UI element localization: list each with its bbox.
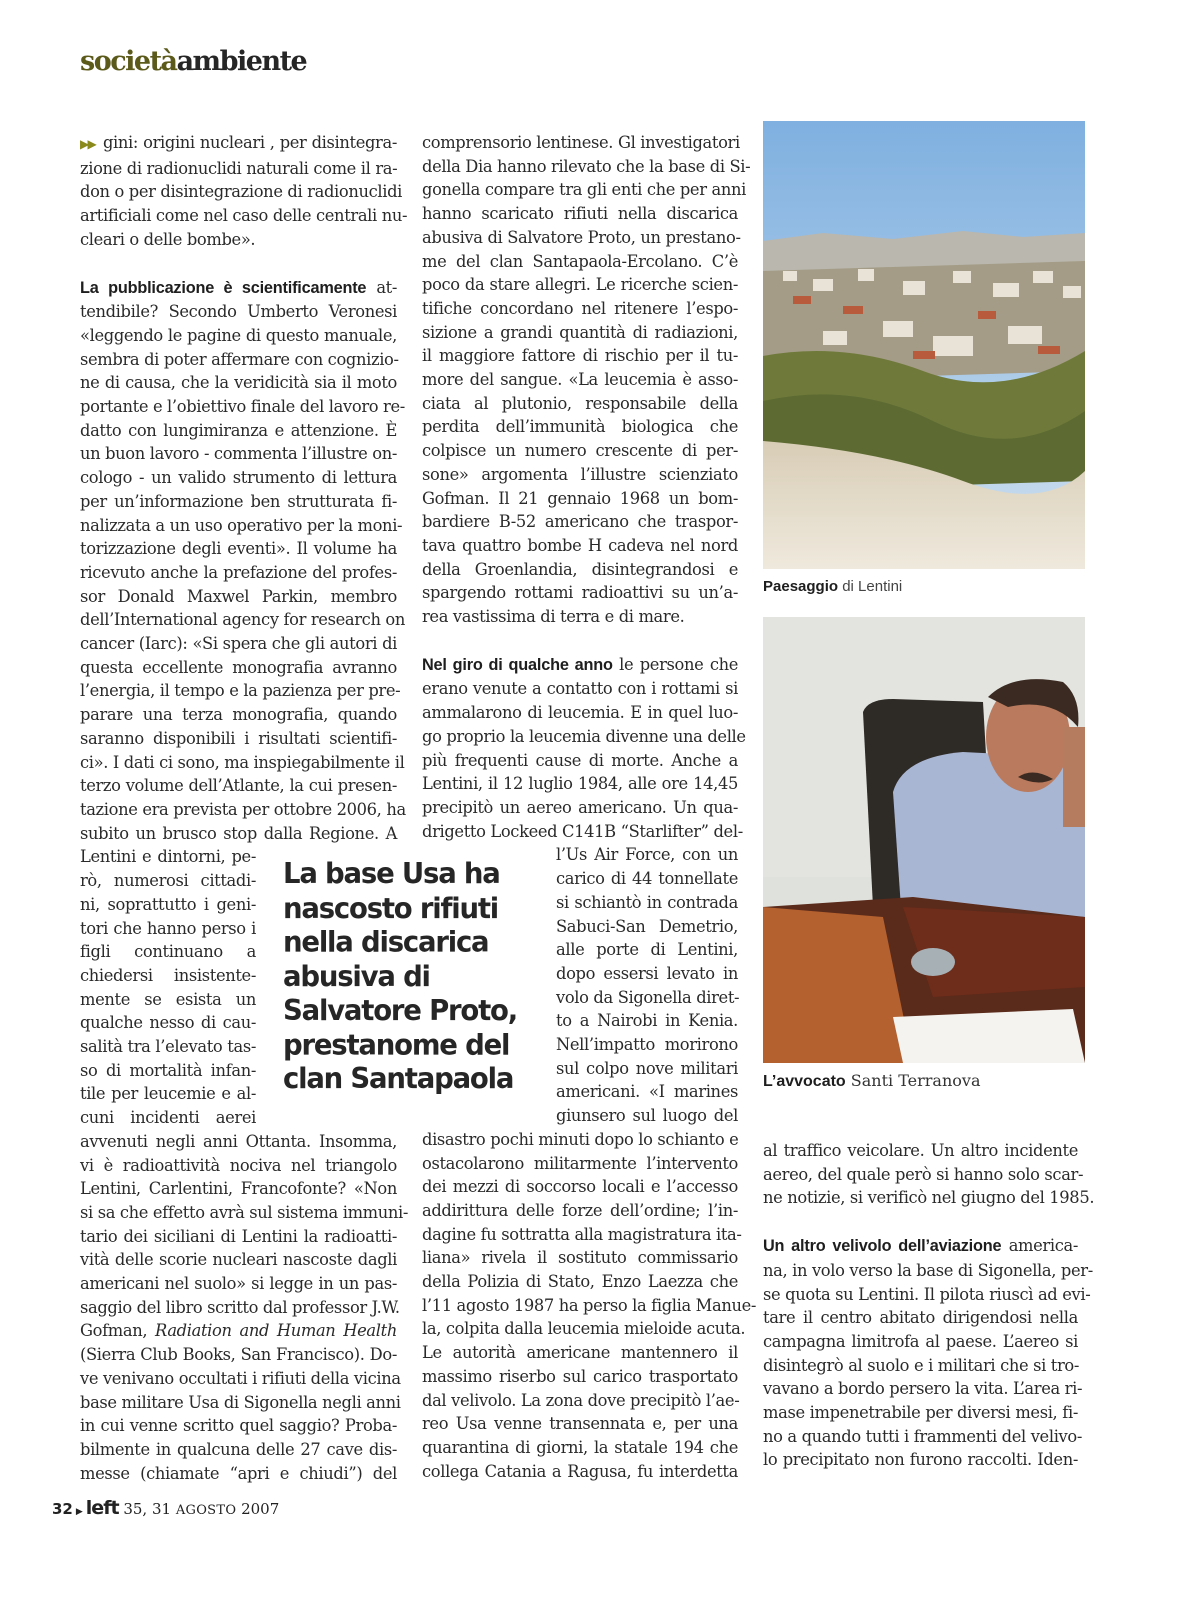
text-line: aereo, del quale però si hanno solo scar- xyxy=(763,1164,1084,1184)
text-line: sor Donald Maxwel Parkin, membro xyxy=(80,586,397,606)
text-line: tifiche concordano nel ritenere l’espo- xyxy=(422,298,738,318)
text-line: questa eccellente monografia avranno xyxy=(80,657,397,677)
text-line: chiedersi insistente- xyxy=(80,965,256,985)
text-line: cancer (Iarc): «Si spera che gli autori di xyxy=(80,634,397,654)
text-line: nalizzata a un uso operativo per la moni- xyxy=(80,515,403,535)
text-line: perdita dell’immunità biologica che xyxy=(422,417,738,437)
text-line: (Sierra Club Books, San Francisco). Do- xyxy=(80,1345,397,1365)
text-line: dell’International agency for research on xyxy=(80,610,405,630)
text-line: sul colpo nove militari xyxy=(556,1058,738,1078)
text-line: si sa che effetto avrà sul sistema immuni- xyxy=(80,1202,409,1222)
text-line: gonella compare tra gli enti che per anni xyxy=(422,180,746,200)
text-line: l’energia, il tempo e la pazienza per pre- xyxy=(80,681,401,701)
paragraph-lead: Un altro velivolo dell’aviazione xyxy=(763,1237,1002,1256)
col3-para2 xyxy=(763,1234,1093,1472)
text-line: della Polizia di Stato, Enzo Laezza che xyxy=(422,1272,738,1292)
text-line: qualche nesso di cau- xyxy=(80,1013,256,1033)
text-line: Sabuci-San Demetrio, xyxy=(556,916,738,936)
text-line: terzo volume dell’Atlante, la cui presen- xyxy=(80,776,397,796)
text-line: collega Catania a Ragusa, fu interdetta xyxy=(422,1461,738,1481)
col2-para1 xyxy=(422,131,751,629)
magazine-logo: left xyxy=(85,1497,119,1519)
col1-narrow xyxy=(80,845,256,1129)
text-line: don o per disintegrazione di radionuclidi xyxy=(80,182,403,202)
text-line: disastro pochi minuti dopo lo schianto e xyxy=(422,1129,739,1149)
text-line: sizione a grandi quantità di radiazioni, xyxy=(422,322,738,342)
text-line: tazione era prevista per ottobre 2006, ha xyxy=(80,799,406,819)
text-line: rea vastissima di terra e di mare. xyxy=(422,607,685,627)
text-line: ne notizie, si verificò nel giugno del 1985. xyxy=(763,1188,1095,1208)
text-line: salità tra l’elevato tas- xyxy=(80,1037,256,1057)
text-line: figli continuano a xyxy=(80,942,256,962)
text-line: si schiantò in contrada xyxy=(556,892,738,912)
section-label-societa: società xyxy=(80,46,177,77)
caption-landscape: Paesaggio di Lentini xyxy=(763,578,903,595)
issue-month: AGOSTO xyxy=(175,1503,237,1518)
text-line: Lentini, Carlentini, Francofonte? «Non xyxy=(80,1179,397,1199)
text-line: americani nel suolo» si legge in un pas- xyxy=(80,1274,397,1294)
paragraph-lead: La pubblicazione è scientificamente xyxy=(80,278,367,297)
lead-line: Un altro velivolo dell’aviazione america- xyxy=(763,1236,1079,1256)
text-line: quarantina di giorni, la statale 194 che xyxy=(422,1437,738,1457)
text-line: hanno scaricato rifiuti nella discarica xyxy=(422,204,738,224)
text-line: carico di 44 tonnellate xyxy=(556,869,738,889)
text-line: na, in volo verso la base di Sigonella, per- xyxy=(763,1260,1093,1280)
text-line: mase impenetrabile per diversi mesi, fi- xyxy=(763,1403,1078,1423)
caption-lawyer: L’avvocato Santi Terranova xyxy=(763,1071,981,1090)
col1-gofman-line: Gofman, Radiation and Human Health xyxy=(80,1321,397,1341)
text-line: vavano a bordo persero la vita. L’area ri- xyxy=(763,1379,1083,1399)
text-line: cologo - un valido strumento di lettura xyxy=(80,468,397,488)
text-line: bilmente in qualcuna delle 27 cave dis- xyxy=(80,1439,397,1459)
text-line: colpisce un numero crescente di per- xyxy=(422,441,738,461)
text-line: ciata al plutonio, responsabile della xyxy=(422,393,738,413)
text-line: ▶▶ gini: origini nucleari , per disintegra- xyxy=(80,133,397,152)
text-line: abusiva di Salvatore Proto, un prestano- xyxy=(422,227,741,247)
text-line: cleari o delle bombe». xyxy=(80,229,256,249)
double-arrow-right-icon: ▶▶ xyxy=(80,137,95,151)
text-line: disintegrò al suolo e i militari che si tro- xyxy=(763,1355,1080,1375)
text-line: Nell’impatto morirono xyxy=(556,1035,738,1055)
column-2 xyxy=(422,131,757,1483)
col3-para1 xyxy=(763,1139,1095,1210)
text-line: ci». I dati ci sono, ma inspiegabilmente il xyxy=(80,752,405,772)
text-line: addirittura delle forze dell’ordine; l’in- xyxy=(422,1200,738,1220)
book-title: Radiation and Human Health xyxy=(155,1321,397,1341)
issue-year: 2007 xyxy=(241,1500,280,1518)
text-line: datto con lungimiranza e attenzione. È xyxy=(80,420,397,440)
text-line: l’Us Air Force, con un xyxy=(556,845,738,865)
text-line: dei mezzi di soccorso locali e l’accesso xyxy=(422,1177,738,1197)
text-line: avvenuti negli anni Ottanta. Insomma, xyxy=(80,1131,397,1151)
text-line: saranno disponibili i risultati scientifi- xyxy=(80,728,397,748)
text-line: della Dia hanno rilevato che la base di Si- xyxy=(422,156,751,176)
text-line: drigetto Lockeed C141B “Starlifter” del- xyxy=(422,821,743,841)
column-3 xyxy=(763,1139,1095,1472)
text-line: vi è radioattività nociva nel triangolo xyxy=(80,1155,397,1175)
issue-day: 31 xyxy=(151,1500,172,1518)
text-line: spargendo rottami radioattivi su un’a- xyxy=(422,583,738,603)
text-line: tava quattro bombe H cadeva nel nord xyxy=(422,535,738,555)
text-line: me del clan Santapaola-Ercolano. C’è xyxy=(422,251,738,271)
text-line: Le autorità americane mantennero il xyxy=(422,1343,738,1363)
col1-tail xyxy=(80,1343,401,1485)
text-line: ostacolarono militarmente l’intervento xyxy=(422,1153,738,1173)
col1-wide xyxy=(80,1130,409,1320)
text-line: sembra di poter affermare con cognizio- xyxy=(80,349,399,369)
text-line: vità delle scorie nucleari nascoste dagli xyxy=(80,1250,397,1270)
page-number: 32 xyxy=(52,1500,73,1518)
lead-line: Nel giro di qualche anno le persone che xyxy=(422,654,739,674)
text-line: se quota su Lentini. Il pilota riuscì ad evi- xyxy=(763,1284,1091,1304)
text-line: ve venivano occultati i rifiuti della vicina xyxy=(80,1368,401,1388)
text-line: lo precipitato non furono raccolti. Iden- xyxy=(763,1450,1078,1470)
text-line: sone» argomenta l’illustre scienziato xyxy=(422,464,738,484)
text-line: tario dei siciliani di Lentini la radioatti- xyxy=(80,1226,397,1246)
col2-para2 xyxy=(422,653,746,844)
lead-line: La pubblicazione è scientificamente at- xyxy=(80,277,398,297)
photo-lawyer xyxy=(763,617,1085,1063)
text-line: precipitò un aereo americano. Un qua- xyxy=(422,797,738,817)
text-line: saggio del libro scritto dal professor J.W. xyxy=(80,1297,400,1317)
text-line: tendibile? Secondo Umberto Veronesi xyxy=(80,302,397,322)
section-label-ambiente: ambiente xyxy=(176,46,307,77)
text-line: go proprio la leucemia divenne una delle xyxy=(422,726,746,746)
text-line: poco da stare allegri. Le ricerche scien- xyxy=(422,275,738,295)
col1-para2 xyxy=(80,276,406,846)
text-line: americani. «I marines xyxy=(556,1082,738,1102)
lawyer-image xyxy=(763,617,1085,1063)
text-line: no a quando tutti i frammenti del velivo- xyxy=(763,1426,1083,1446)
issue-number: 35, xyxy=(123,1500,148,1518)
text-line: un buon lavoro - commenta l’illustre on- xyxy=(80,444,397,464)
text-line: more del sangue. «La leucemia è asso- xyxy=(422,370,738,390)
text-line: ricevuto anche la prefazione del profes- xyxy=(80,562,397,582)
text-line: tori che hanno perso i xyxy=(80,918,256,938)
text-line: artificiali come nel caso delle centrali nu- xyxy=(80,206,408,226)
text-line: rò, numerosi cittadi- xyxy=(80,871,256,891)
text-line: portante e l’obiettivo finale del lavoro re- xyxy=(80,397,405,417)
text-line: to a Nairobi in Kenia. xyxy=(556,1011,738,1031)
text-line: subito un brusco stop dalla Regione. A xyxy=(80,823,397,843)
landscape-image xyxy=(763,121,1085,569)
text-line: il maggiore fattore di rischio per il tu- xyxy=(422,346,738,366)
text-line: la, colpita dalla leucemia mieloide acuta. xyxy=(422,1319,746,1339)
text-line: volo da Sigonella diret- xyxy=(556,987,740,1007)
text-line: ni, soprattutto i geni- xyxy=(80,894,256,914)
col1-para1 xyxy=(80,131,408,252)
text-line: so di mortalità infan- xyxy=(80,1060,256,1080)
photo-landscape xyxy=(763,121,1085,569)
text-line: campagna limitrofa al paese. L’aereo si xyxy=(763,1331,1078,1351)
text-line: comprensorio lentinese. Gl investigatori xyxy=(422,133,740,152)
text-line: della Groenlandia, disintegrandosi e xyxy=(422,559,738,579)
text-line: zione di radionuclidi naturali come il ra- xyxy=(80,158,398,178)
page-footer xyxy=(52,1497,279,1519)
text-line: cuni incidenti aerei xyxy=(80,1108,256,1128)
text-line: «leggendo le pagine di questo manuale, xyxy=(80,325,397,345)
text-line: dagine fu sottratta alla magistratura ita- xyxy=(422,1224,742,1244)
triangle-right-icon: ▶ xyxy=(75,1507,83,1517)
text-line: Gofman. Il 21 gennaio 1968 un bom- xyxy=(422,488,738,508)
text-line: al traffico veicolare. Un altro incidente xyxy=(763,1141,1078,1160)
text-line: mente se esista un xyxy=(80,989,256,1009)
text-line: ammalarono di leucemia. E in quel luo- xyxy=(422,703,738,723)
text-line: massimo riserbo sul carico trasportato xyxy=(422,1366,738,1386)
text-line: parare una terza monografia, quando xyxy=(80,705,397,725)
text-line: Lentini, il 12 luglio 1984, alle ore 14,45 xyxy=(422,774,738,794)
text-line: giunsero sul luogo del xyxy=(556,1106,738,1126)
section-header xyxy=(80,42,306,82)
text-line: in cui venne scritto quel saggio? Proba- xyxy=(80,1416,397,1436)
text-line: bardiere B-52 americano che traspor- xyxy=(422,512,738,532)
pull-quote: La base Usa ha nascosto rifiuti nella discarica abusiva di Salvatore Proto, prestanome del clan Santapaola xyxy=(283,857,517,1096)
text-line: Lentini e dintorni, pe- xyxy=(80,847,256,867)
text-line: liana» rivela il sostituto commissario xyxy=(422,1248,738,1268)
text-line: erano venute a contatto con i rottami si xyxy=(422,679,738,699)
text-line: tare il centro abitato dirigendosi nella xyxy=(763,1308,1078,1328)
text-line: ne di causa, che la veridicità sia il moto xyxy=(80,373,397,393)
text-line: più frequenti cause di morte. Anche a xyxy=(422,750,738,770)
text-line: l’11 agosto 1987 ha perso la figlia Manue- xyxy=(422,1295,757,1315)
text-line: per un’informazione ben strutturata fi- xyxy=(80,491,397,511)
col2-wide xyxy=(422,1128,757,1484)
paragraph-lead: Nel giro di qualche anno xyxy=(422,655,613,674)
text-line: tile per leucemie e al- xyxy=(80,1084,256,1104)
text-line: reo Usa venne transennata e, per una xyxy=(422,1414,738,1434)
text-line: dal velivolo. La zona dove precipitò l’ae- xyxy=(422,1390,740,1410)
text-line: messe (chiamate “apri e chiudi”) del xyxy=(80,1463,397,1483)
text-line: alle porte di Lentini, xyxy=(556,940,738,960)
text-line: dopo essersi levato in xyxy=(556,963,738,983)
col2-narrow xyxy=(556,843,738,1127)
text-line: base militare Usa di Sigonella negli anni xyxy=(80,1392,401,1412)
text-line: torizzazione degli eventi». Il volume ha xyxy=(80,539,397,559)
